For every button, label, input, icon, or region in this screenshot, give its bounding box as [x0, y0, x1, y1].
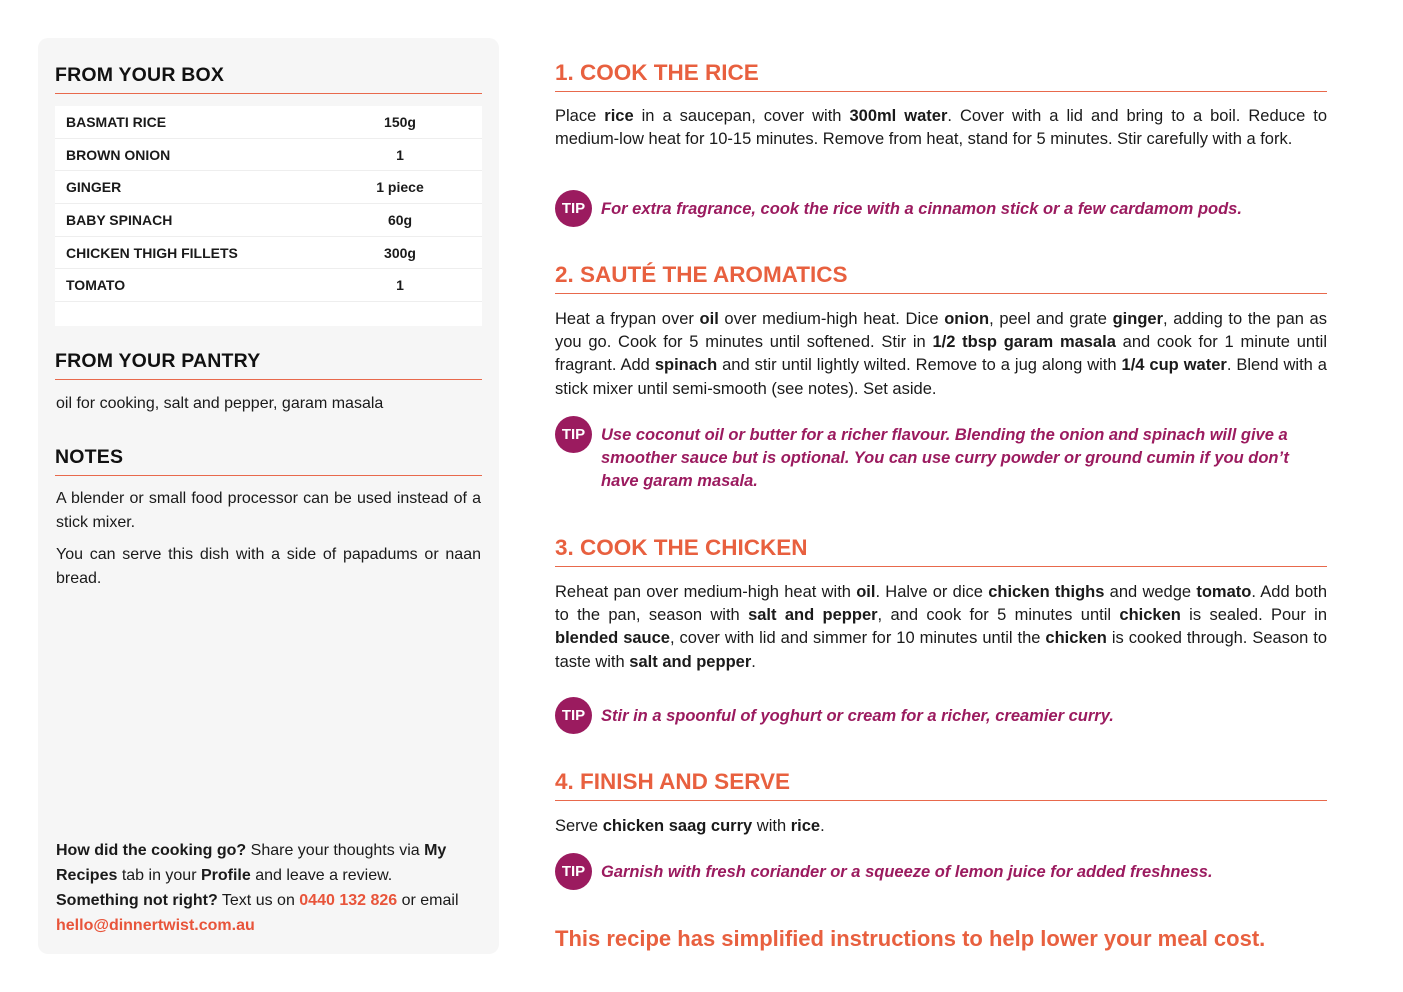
- table-row: [55, 139, 482, 172]
- bold-ingredient: oil: [699, 310, 719, 328]
- ingredient-qty: 1: [396, 146, 404, 163]
- bold-ingredient: salt and pepper: [748, 606, 878, 625]
- tip-badge: TIP: [555, 853, 592, 890]
- ingredient-name: BROWN ONION: [66, 146, 171, 163]
- bold-ingredient: 300ml water: [849, 107, 948, 125]
- bold-ingredient: chicken thighs: [988, 583, 1105, 601]
- tip-text: Use coconut oil or butter for a richer flavour. Blending the onion and spinach will give a smoother sauce but is optional. You can use curry powder or ground cumin if you don’t have garam masala.: [601, 426, 1289, 491]
- table-row: [55, 237, 482, 270]
- tip-text: Garnish with fresh coriander or a squeeze of lemon juice for added freshness.: [601, 863, 1213, 881]
- bold-ingredient: rice: [604, 107, 634, 125]
- feedback-question-2: Something not right?: [56, 892, 218, 909]
- step-3-title: 3. COOK THE CHICKEN: [555, 535, 1327, 567]
- from-your-box-heading: FROM YOUR BOX: [55, 64, 482, 94]
- bold-ingredient: chicken saag curry: [602, 817, 753, 835]
- simplified-instructions-note: This recipe has simplified instructions to help lower your meal cost.: [555, 926, 1266, 951]
- bold-ingredient: chicken: [1045, 629, 1107, 648]
- table-row: [55, 106, 482, 139]
- ingredients-sidebar: [38, 38, 499, 954]
- table-row: [55, 171, 482, 204]
- ingredient-qty: 150g: [384, 113, 416, 130]
- ingredient-qty: 1: [396, 277, 404, 294]
- ingredient-qty: 60g: [387, 211, 413, 228]
- step-3-body: Reheat pan over medium-high heat with oil. Halve or dice chicken thighs and wedge tomato. Add both to the pan, season with salt and pepper, and cook for 5 minutes until chicken is sealed. Pour in blended sauce, cover with lid and simmer for 10 minutes until the chicken is cooked through. Season to taste with salt and pepper.: [555, 583, 1328, 671]
- ingredient-name: BASMATI RICE: [66, 113, 167, 130]
- note-2: You can serve this dish with a side of papadums or naan bread.: [56, 546, 481, 587]
- bold-ingredient: spinach: [654, 356, 718, 375]
- step-1-body: Place rice in a saucepan, cover with 300ml water. Cover with a lid and bring to a boil. Reduce to medium-low heat for 10-15 minutes. Remove from heat, stand for 5 minutes. Stir carefully with a fork.: [555, 107, 1328, 149]
- tip-badge: TIP: [555, 697, 592, 734]
- box-ingredients-table: [55, 106, 482, 326]
- ingredient-name: GINGER: [66, 179, 122, 196]
- step-1-title: 1. COOK THE RICE: [555, 60, 1327, 92]
- step-4-body: Serve chicken saag curry with rice.: [555, 817, 825, 835]
- feedback-question-1: How did the cooking go?: [56, 842, 247, 859]
- bold-ingredient: salt and pepper: [629, 652, 752, 671]
- feedback-text: How did the cooking go? Share your thoughts via My Recipes tab in your Profile and leave a review. Something not right? Text us on 0440 132 826 or email hello@dinnertwist.com.au: [56, 842, 459, 934]
- notes-heading: NOTES: [55, 446, 482, 476]
- step-2-body: Heat a frypan over oil over medium-high heat. Dice onion, peel and grate ginger, adding to the pan as you go. Cook for 5 minutes until softened. Stir in 1/2 tbsp garam masala and cook for 1 minute until fragrant. Add spinach and stir until lightly wilted. Remove to a jug along with 1/4 cup water. Blend with a stick mixer until semi-smooth (see notes). Set aside.: [555, 310, 1327, 398]
- tip-text: Stir in a spoonful of yoghurt or cream for a richer, creamier curry.: [601, 707, 1114, 725]
- my-recipes-link[interactable]: My Recipes: [56, 842, 447, 884]
- bold-ingredient: blended sauce: [555, 629, 670, 648]
- bold-ingredient: oil: [856, 583, 876, 601]
- ingredient-name: CHICKEN THIGH FILLETS: [66, 244, 238, 261]
- step-2-title: 2. SAUTÉ THE AROMATICS: [555, 262, 1327, 294]
- bold-ingredient: rice: [790, 817, 821, 835]
- bold-ingredient: 1/4 cup water: [1121, 356, 1227, 375]
- bold-ingredient: onion: [944, 310, 990, 328]
- note-1: A blender or small food processor can be used instead of a stick mixer.: [56, 490, 481, 531]
- bold-ingredient: tomato: [1196, 583, 1252, 601]
- ingredient-name: TOMATO: [66, 277, 126, 294]
- bold-ingredient: chicken: [1119, 606, 1181, 625]
- profile-link[interactable]: Profile: [200, 867, 251, 884]
- ingredient-qty: 300g: [384, 244, 416, 261]
- ingredient-name: BABY SPINACH: [66, 211, 173, 228]
- tip-badge: TIP: [555, 416, 592, 453]
- step-4-title: 4. FINISH AND SERVE: [555, 769, 1327, 801]
- table-row: [55, 269, 482, 302]
- ingredient-qty: 1 piece: [376, 179, 424, 196]
- table-row: [55, 204, 482, 237]
- bold-ingredient: 1/2 tbsp garam masala: [932, 333, 1116, 352]
- email-link[interactable]: hello@dinnertwist.com.au: [56, 917, 255, 934]
- tip-text: For extra fragrance, cook the rice with a cinnamon stick or a few cardamom pods.: [601, 200, 1242, 218]
- from-your-pantry-heading: FROM YOUR PANTRY: [55, 350, 482, 380]
- bold-ingredient: ginger: [1112, 310, 1163, 328]
- phone-link[interactable]: 0440 132 826: [299, 892, 398, 909]
- tip-badge: TIP: [555, 190, 592, 227]
- pantry-text: oil for cooking, salt and pepper, garam masala: [56, 395, 384, 412]
